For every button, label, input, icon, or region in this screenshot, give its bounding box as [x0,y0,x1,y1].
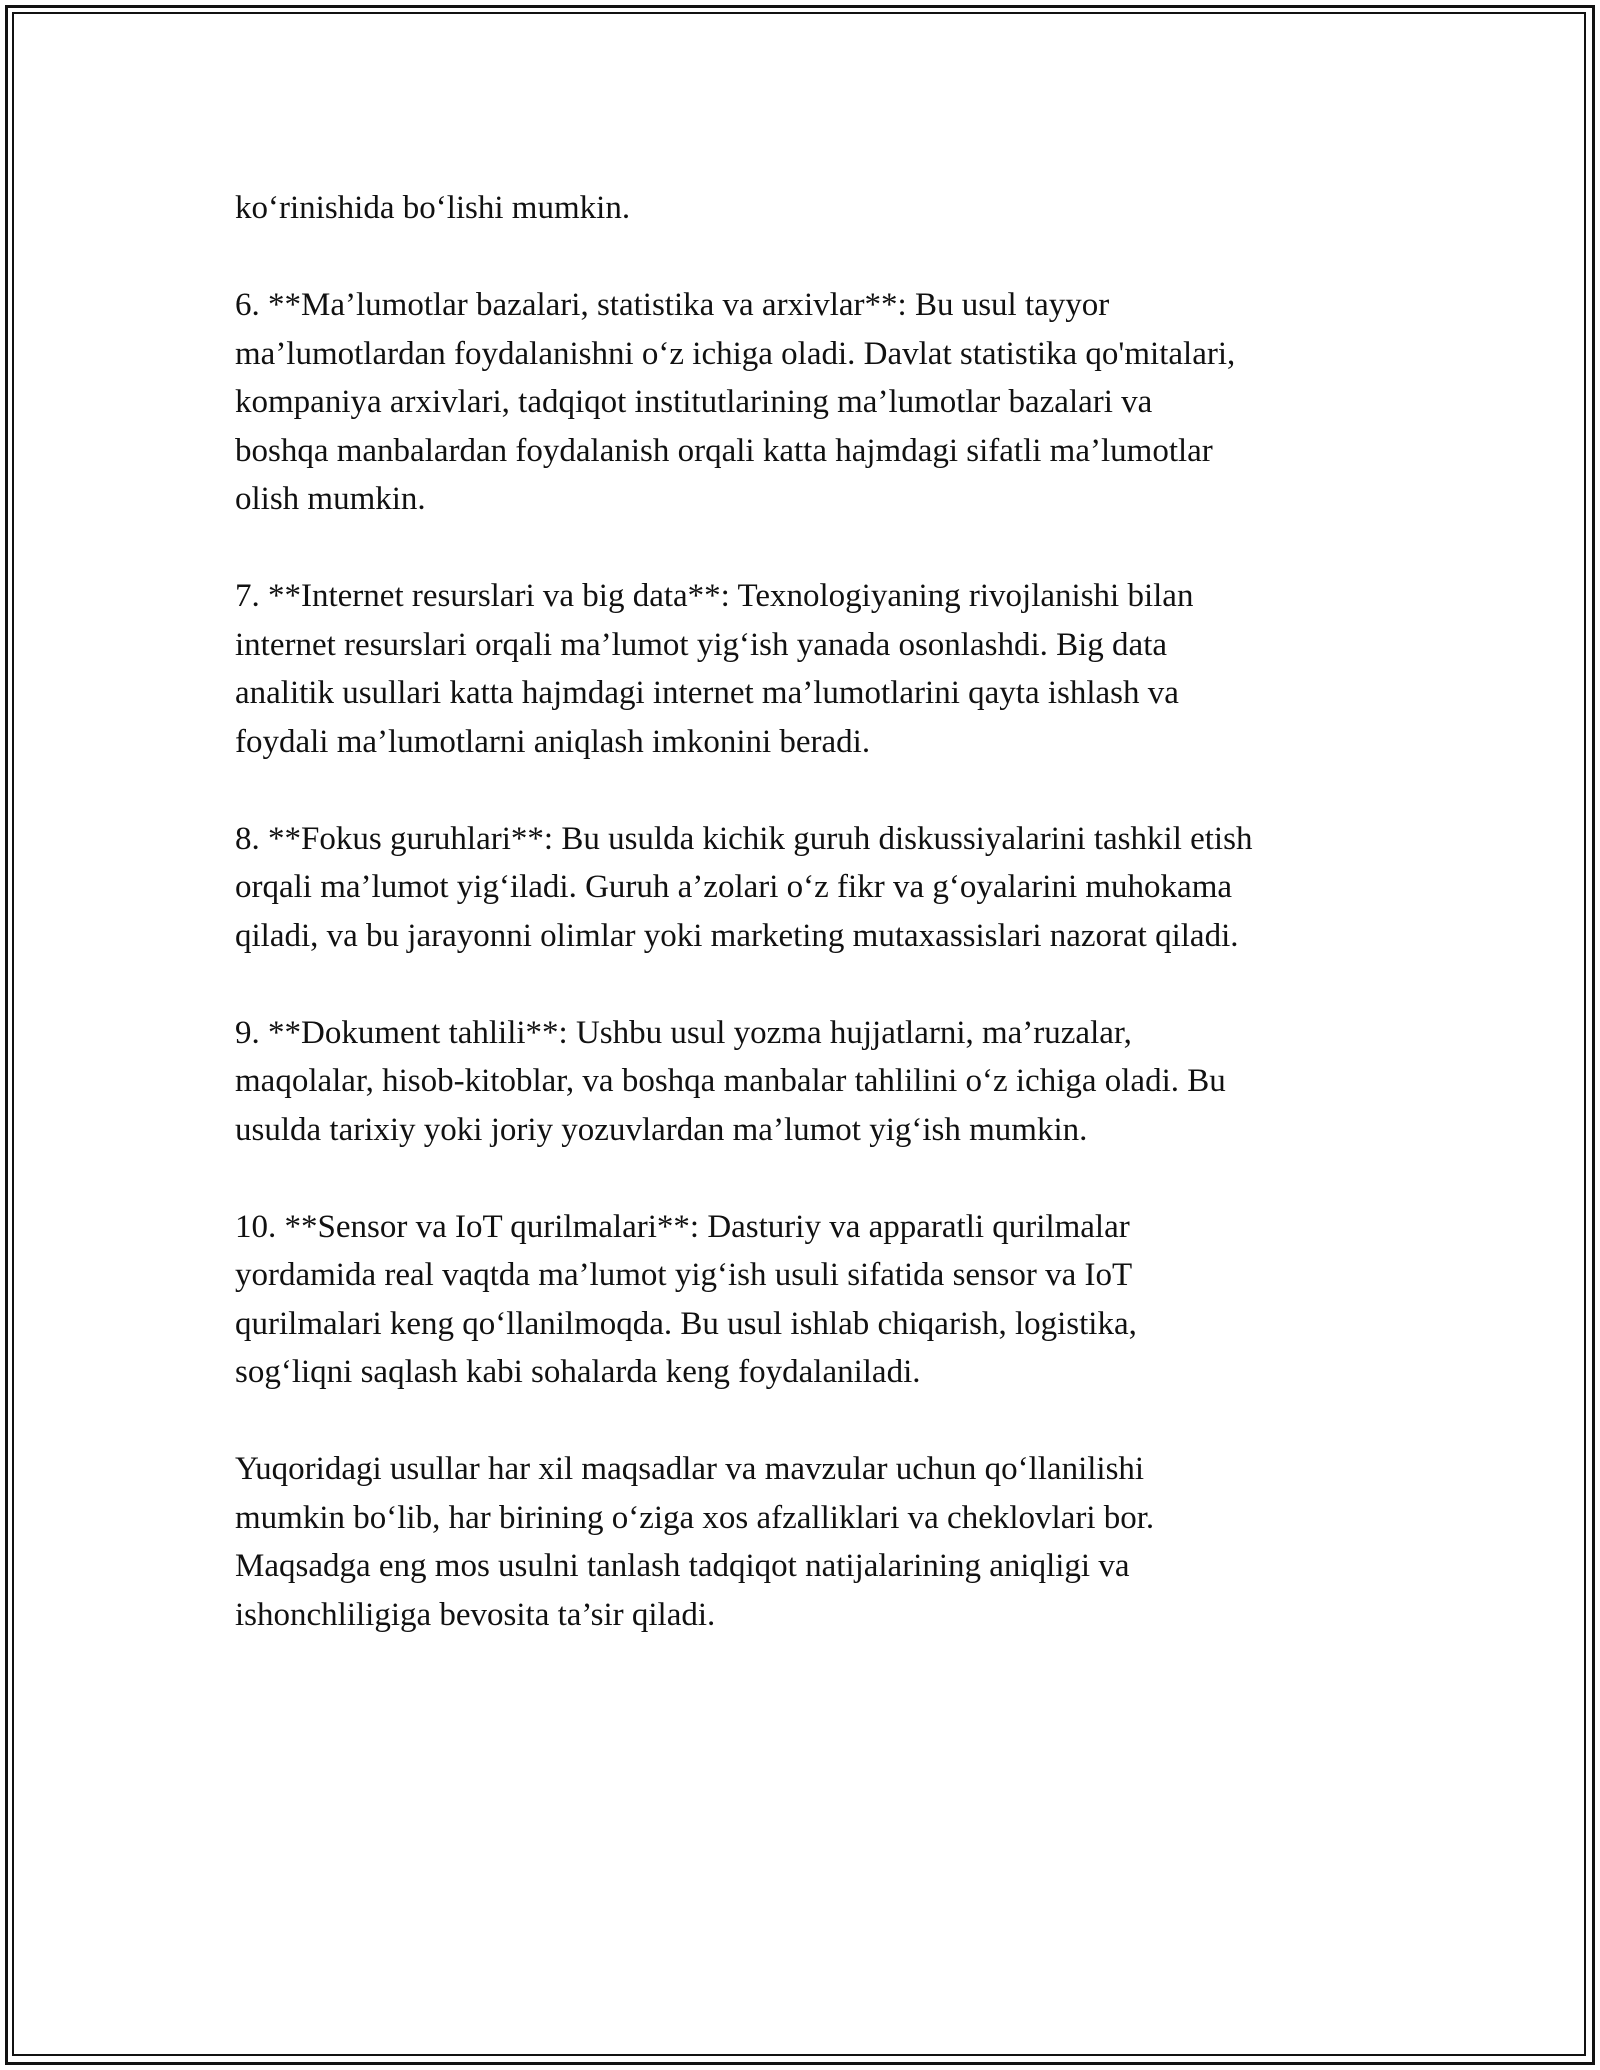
paragraph-continuation: ko‘rinishida bo‘lishi mumkin. [235,190,631,226]
paragraph-item-10: 10. **Sensor va IoT qurilmalari**: Dasturiy va apparatli qurilmalar yordamida real vaqtda ma’lumot yig‘ish usuli sifatida sensor va IoT qurilmalari keng qo‘llanilmoqda. Bu usul ishlab chiqarish, logistika, sog‘liqni saqlash kabi sohalarda keng foydalaniladi. [235,1208,1137,1390]
document-body [235,184,1385,1688]
paragraph-item-8: 8. **Fokus guruhlari**: Bu usulda kichik guruh diskussiyalarini tashkil etish orqali ma’lumot yig‘iladi. Guruh a’zolari o‘z fikr va g‘oyalarini muhokama qiladi, va bu jarayonni olimlar yoki marketing mutaxassislari nazorat qiladi. [235,820,1253,954]
paragraph-item-7: 7. **Internet resurslari va big data**: Texnologiyaning rivojlanishi bilan internet resurslari orqali ma’lumot yig‘ish yanada osonlashdi. Big data analitik usullari katta hajmdagi internet ma’lumotlarini qayta ishlash va foydali ma’lumotlarni aniqlash imkonini beradi. [235,578,1194,760]
paragraph-item-6: 6. **Ma’lumotlar bazalari, statistika va arxivlar**: Bu usul tayyor ma’lumotlardan foydalanishni o‘z ichiga oladi. Davlat statistika qo'mitalari, kompaniya arxivlari, tadqiqot institutlarining ma’lumotlar bazalari va boshqa manbalardan foydalanish orqali katta hajmdagi sifatli ma’lumotlar olish mumkin. [235,287,1236,517]
paragraph-conclusion: Yuqoridagi usullar har xil maqsadlar va mavzular uchun qo‘llanilishi mumkin bo‘lib, har birining o‘ziga xos afzalliklari va cheklovlari bor. Maqsadga eng mos usulni tanlash tadqiqot natijalarining aniqligi va ishonchliligiga bevosita ta’sir qiladi. [235,1451,1155,1633]
paragraph-item-9: 9. **Dokument tahlili**: Ushbu usul yozma hujjatlarni, ma’ruzalar, maqolalar, hisob-kitoblar, va boshqa manbalar tahlilini o‘z ichiga oladi. Bu usulda tarixiy yoki joriy yozuvlardan ma’lumot yig‘ish mumkin. [235,1014,1226,1148]
